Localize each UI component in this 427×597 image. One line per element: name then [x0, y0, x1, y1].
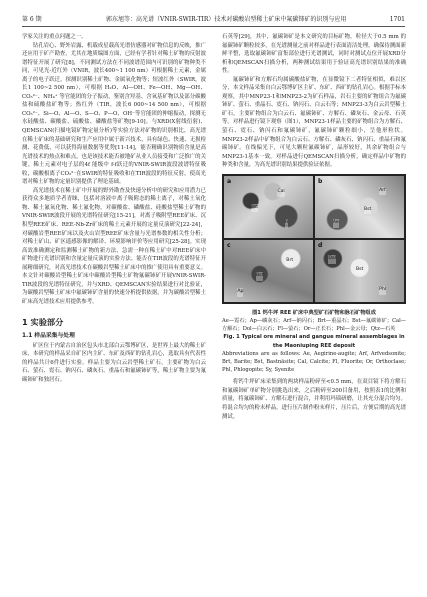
- panel-label: d: [318, 241, 323, 249]
- panel-label: c: [227, 241, 231, 249]
- mineral-label: Dol: [328, 255, 336, 264]
- issue-number: 第 6 期: [22, 16, 42, 23]
- body-paragraph: 钻孔岩心、野外岩露、机载成星载高光谱仿感器对矿物信息的反映，推广还应用于矿产勘查，尤其在地质编图方面，已经有学者针对稀土矿物的反射波谱特征开展了研究[8]，不同测试方法在不同波谱范围内可识别的矿物种类不同，可见光-近红外（VNIR，波长400~1 100 nm）可根据稀土元素，金属离子的电子跃迁，探测识别稀土矿物、金属氧化物等；短波红外（SWIR，波长1 100~2 500 nm），可根据 H₂O、Al—OH、Fe—OH、Mg—OH、CO₃²⁻、NH₄⁺ 等官能团的分子振动，鉴别含羟基、含氧基矿物以及部分碳酸盐和硫酸盐矿物等；热红外（TIR，波长6 000~14 500 nm），可根据 CO₃²⁻、Si—O、Al—O、S—O、P—O、OH⁻等官能团的伸缩振动，探测无水硅酸盐、碳酸盐、硫酸盐、磷酸盐等矿物[9-10]。与XRD(X射线衍射)、QEMSCAN(扫描电镜矿物定量分析)等实验方法对矿物的识别相比，高光谱在稀土矿床的基础研究和生产应用中属于新兴技术，具有绿色、快速、无损检测、花费低、可以获得海量数据等优势[11-14]，能否精确识别物质含量是高光谱技术的热点和难点，也是该技术能否被地矿从业人员接受和广泛推广的关键。稀土元素对电子层的4f 能级中 f-f跃迁的VNIR-SWIR波段波谱特征吸收，碳酸根离子CO₃²⁻在SWIR的特征吸收和在TIR波段的特征反射，使高光谱对稀土矿物的定量识别提供了理论基础。: [22, 42, 206, 186]
- mineral-label: Fl: [285, 219, 289, 228]
- body-paragraph: 氟碳铈矿和方解石均属碳酸盐矿物，在显微镜下二者特征相似，难以区分，本文样品采集自白云鄂博矿区主矿、东矿、西矿的钻孔岩心。根据手标本观察，其中MNP23-1和MNP23-2为矿石样品，岩石主要的矿物组合为氟碳铈矿、萤石、重晶石、霓石、钠闪石、白云石等；MNP23-3为白云岩型稀土矿石，主要矿物组合为白云石、氟碳铈矿、方解石、磷灰石、金云母、石英等。对样品进行镜下观察（图1），MNP23-1样品主要的矿物组合为方解石、萤石、霓石、钠闪石和氟碳铈矿，氟碳铈矿颗粒细小，呈他形粒状。MNP23-2样品中矿物组合为白云石、方解石、磷灰石、钠闪石、重晶石和氟碳铈矿。在线偏光下，可见大颗粒氟碳铈矿，晶形较好，其余矿物组合与MNP23-1基本一致。对样品进行QEMSCAN扫描分析，确定样品中矿物的种类和含量，为高光谱识别结果提供验证依据。: [222, 76, 406, 169]
- left-column: [22, 33, 206, 384]
- body-paragraph: 矿区位于内蒙古自治区包头市北部白云鄂博矿区，是世界上最大的稀土矿床，本研究的样品采自矿区内主矿、东矿及西矿的钻孔岩心，选取具有代表性的样品共计6件进行实验。样品主要为白云岩型稀土矿石，主要矿物为白云石、萤石、霓石、钠闪石、磷灰石、重晶石和氟碳铈矿等，稀土矿物主要为氟碳铈矿和独居石。: [22, 342, 206, 383]
- mineral-label: Ae: [333, 219, 339, 228]
- body-paragraph: 学家关注的重点问题之一。: [22, 34, 87, 40]
- body-paragraph: 高光谱技术在稀土矿中开展的野外勘查及快速分析中的研究和应用潜力已获得众多地质学者青睐，包括对溶液中离子吸附态的稀土离子，对稀土氧化物、稀土氟氧化物、稀土氟化物，对碳酸盐、磷酸盐、硅酸盐型稀土矿物的VNIR-SWIR波段开展的光谱特征研究[15-21]，对离子吸附型REE矿床、沉积型REE矿床、REE-Nb-Zr矿床的稀土元素开展的定量反演研究[22-24]，对碳酸岩型REE矿床以及火山岩型REE矿床含量与光谱参数的相关性分析；对稀土矿山、矿区遥感影像的解译、环境影响评价等应用研究[25-28]。实现高效准确测定和监测稀土矿物的新方法，急需一种在稀土矿中对REE矿床中矿物进行光谱识别和含量定量反演的实验方法。能否在TIR波段的光谱特征开展精细研究，对高光谱技术在碳酸岩型稀土矿床中的推广使用具有重要意义。本文针对碳酸岩型稀土矿床中碳酸岩型稀土矿物氟碳铈矿开展VNIR-SWIR-TIR波段的光谱特征研究，并与XRD、QEMSCAN实验结果进行对比验证，为碳酸岩型稀土矿床中氟碳铈矿含量的快速分析提供依据，并为碳酸岩型稀土矿床高光谱技术应用提供参考。: [22, 187, 206, 305]
- body-paragraph: 石英等[29]，其中，氟碳铈矿是本文研究的目标矿物，粒径大于0.5 mm 的氟碳铈矿颗粒较多。在光谱测量之前对样品进行表面清洁处理，确保待测面新鲜平整，选取氟碳铈矿富集部位进行光谱测试，同时对测试点位开展XRD分析和QEMSCAN扫描分析，两种测试结果用于验证高光谱识别结果的准确性。: [222, 34, 406, 75]
- mineral-label: Bst: [256, 272, 263, 281]
- right-column: [222, 33, 406, 421]
- mineral-label: Arf: [379, 187, 386, 196]
- figure-1-micrographs: [222, 174, 406, 304]
- figure-legend-en: Abbreviations are as follows: Ae, Aegirine-augite; Arf, Arfvedsonite; Brt, Barite; Bst, Bastnäsite; Cal, Calcite; Fl, Fluorite; Or, Orthoclase; Phl, Phlogopite; Sy, Syenite: [222, 350, 406, 374]
- figure-caption-cn: 图1 钙牛坪 REE 矿床中典型矿石矿物和脉石矿物组成: [252, 309, 376, 316]
- mineral-label: Brt: [286, 257, 293, 266]
- mineral-label: Cal: [277, 188, 284, 197]
- mineral-label: Bst: [356, 266, 363, 275]
- micrograph-panel-a: [224, 176, 313, 238]
- page-number: 1701: [389, 16, 405, 23]
- figure-legend-cn: Ae—霓石；Ap—磷灰石；Arf—钠闪石；Brt—重晶石；Bst—氟碳铈矿；Cal—方解石；Dol—白云石；Fl—萤石；Or—正长石；Phl—金云母；Qtz—石英: [222, 317, 406, 333]
- micrograph-panel-b: [315, 176, 404, 238]
- panel-label: a: [227, 177, 232, 185]
- figure-caption-en: Fig. 1 Typical ore mineral and gangue mineral assemblages in the Maoniuping REE deposit: [223, 334, 405, 349]
- micrograph-panel-c: [224, 240, 313, 302]
- body-paragraph: 将钙牛坪矿床采集到的两块样品粉碎至<0.5 mm，在双目镜下将方解石和氟碳铈矿单矿物分别挑选出来，之后粉碎至200目备用，按照表1的比例和质量，将氟碳铈矿、方解石进行混合，并利用玛瑙研磨，让其充分混合均匀。将混合均匀的粉末样品，进行压片制作粉末样片，压片后，方便后期的高光谱测试。: [222, 379, 406, 420]
- panel-label: b: [318, 177, 323, 185]
- mineral-label: Ap: [237, 288, 243, 297]
- mineral-label: Bst: [251, 204, 258, 213]
- running-title: 郭东旭等：高光谱（VNIR-SWIR-TIR）技术对碳酸岩型稀土矿床中氟碳铈矿的识别与应用: [106, 16, 347, 23]
- section-heading: 1 实验部分: [22, 316, 64, 327]
- mineral-label: Bst: [364, 206, 371, 215]
- subsection-heading: 1.1 样品采集与处理: [22, 332, 75, 339]
- mineral-label: Phl: [379, 286, 386, 295]
- page-header: [22, 14, 405, 27]
- micrograph-panel-d: [315, 240, 404, 302]
